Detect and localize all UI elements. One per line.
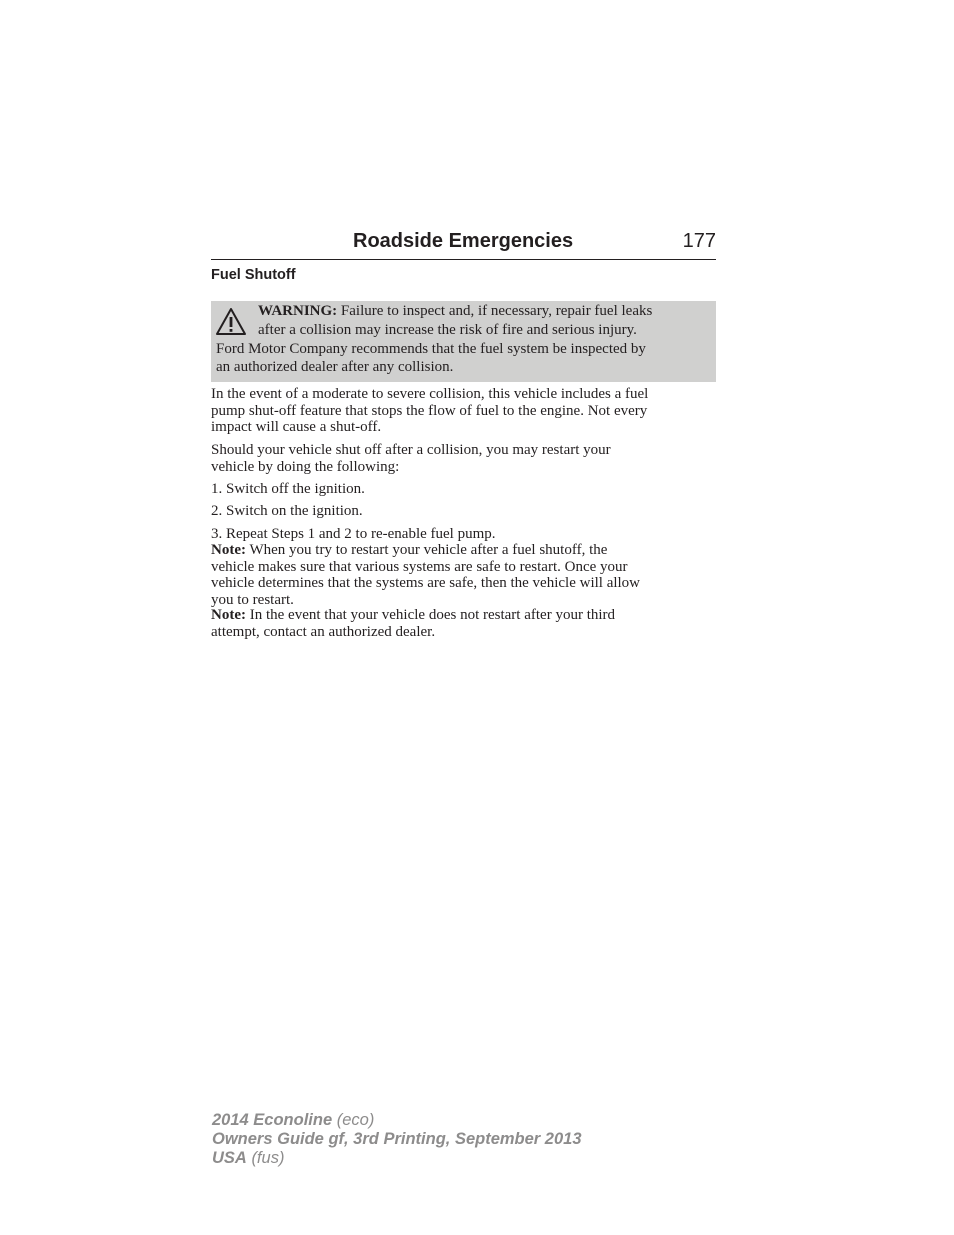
warning-triangle-icon bbox=[215, 307, 247, 337]
text-line: pump shut-off feature that stops the flow of fuel to the engine. Not every bbox=[211, 402, 648, 419]
step-3: 3. Repeat Steps 1 and 2 to re-enable fuel pump. bbox=[211, 526, 496, 542]
note-1 bbox=[211, 542, 640, 608]
page-number: 177 bbox=[682, 230, 716, 252]
footer-guide-text: Owners Guide gf, 3rd Printing, September 2013 bbox=[212, 1130, 582, 1148]
text-line: impact will cause a shut-off. bbox=[211, 419, 382, 435]
warning-line-4: an authorized dealer after any collision. bbox=[216, 359, 454, 375]
section-title: Fuel Shutoff bbox=[211, 267, 296, 283]
footer-region-name: USA bbox=[212, 1149, 247, 1167]
text-line: vehicle by doing the following: bbox=[211, 458, 400, 475]
text-line: vehicle makes sure that various systems are safe to restart. Once your bbox=[211, 558, 628, 575]
paragraph-restart bbox=[211, 442, 611, 475]
warning-text: Failure to inspect and, if necessary, repair fuel leaks bbox=[340, 303, 653, 319]
page-header bbox=[211, 229, 716, 260]
note-text: When you try to restart your vehicle after a fuel shutoff, the bbox=[249, 542, 608, 558]
text-line: Should your vehicle shut off after a collision, you may restart your bbox=[211, 442, 611, 458]
note-2 bbox=[211, 607, 615, 640]
note-label: Note: bbox=[211, 607, 246, 623]
footer-model bbox=[212, 1111, 374, 1130]
warning-line-2: after a collision may increase the risk of fire and serious injury. bbox=[258, 322, 637, 338]
note-label: Note: bbox=[211, 542, 246, 558]
step-1: 1. Switch off the ignition. bbox=[211, 481, 365, 497]
paragraph-collision bbox=[211, 386, 648, 436]
warning-line-1 bbox=[258, 303, 652, 320]
text-line: you to restart. bbox=[211, 591, 294, 608]
text-line: vehicle determines that the systems are safe, then the vehicle will allow bbox=[211, 575, 641, 591]
text-line: attempt, contact an authorized dealer. bbox=[211, 623, 436, 640]
header-title: Roadside Emergencies bbox=[353, 230, 574, 252]
footer-region bbox=[212, 1149, 284, 1168]
step-2: 2. Switch on the ignition. bbox=[211, 503, 363, 519]
text-line: In the event of a moderate to severe collision, this vehicle includes a fuel bbox=[211, 386, 649, 402]
footer-region-code: (fus) bbox=[251, 1149, 285, 1167]
warning-line-3: Ford Motor Company recommends that the fuel system be inspected by bbox=[216, 341, 646, 357]
footer-model-code: (eco) bbox=[336, 1111, 375, 1129]
note-text: In the event that your vehicle does not restart after your third bbox=[249, 607, 616, 623]
text-line bbox=[211, 607, 615, 624]
warning-box bbox=[211, 301, 716, 382]
warning-label: WARNING: bbox=[258, 303, 338, 319]
text-line bbox=[211, 542, 640, 559]
footer-guide bbox=[212, 1130, 582, 1149]
footer-model-name: 2014 Econoline bbox=[212, 1111, 333, 1129]
